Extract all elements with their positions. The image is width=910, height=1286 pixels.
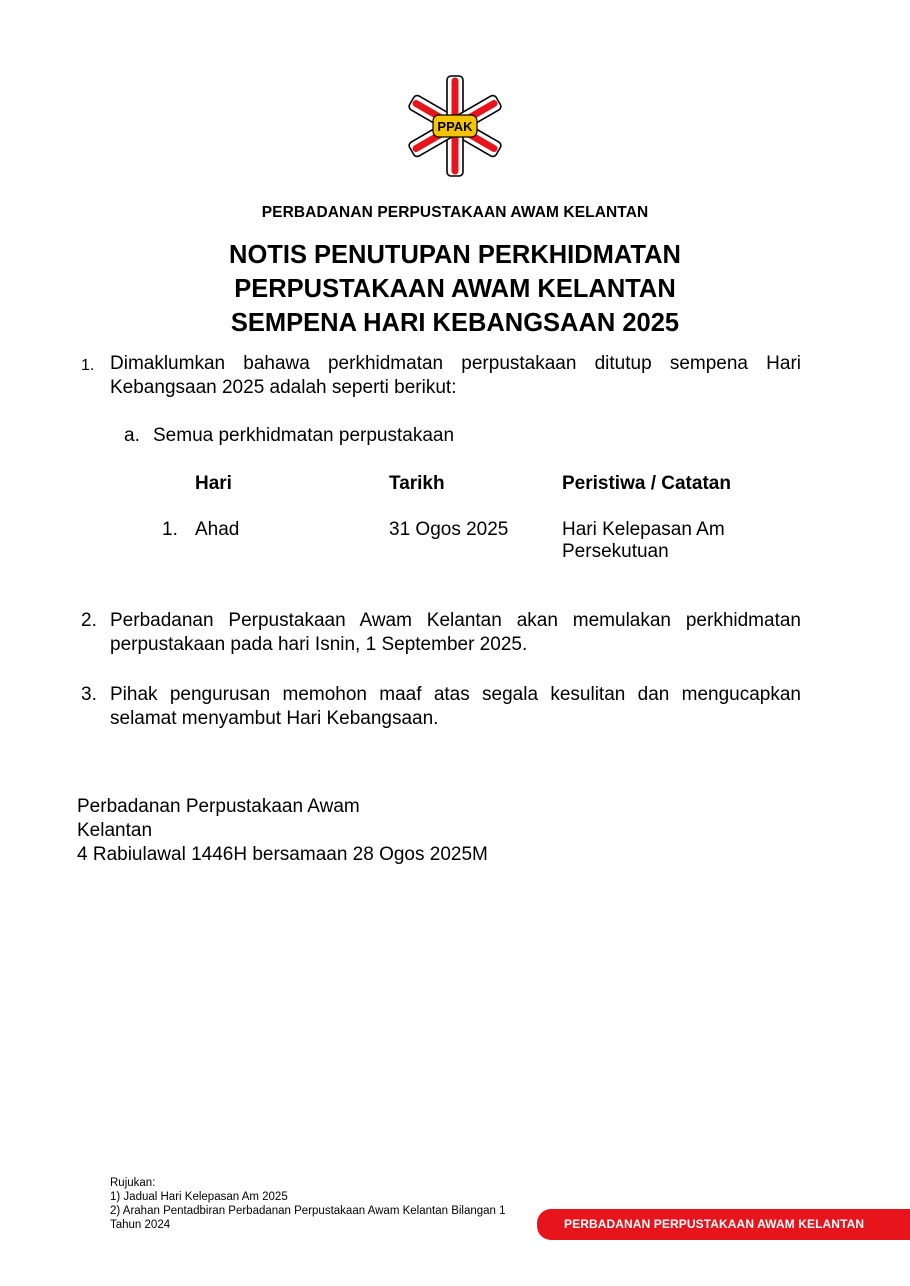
ppak-logo [392,62,518,190]
table-row-number: 1. [162,519,178,540]
table-header-event: Peristiwa / Catatan [562,473,731,494]
paragraph-number: 2. [81,610,97,631]
paragraph-1 [81,352,801,400]
logo-text: PPAK [437,119,473,134]
references [110,1176,550,1232]
paragraph-text: Perbadanan Perpustakaan Awam Kelantan akan memulakan perkhidmatan perpustakaan pada hari Isnin, 1 September 2025. [110,610,801,655]
sub-item-a [124,425,454,447]
sub-item-label: a. [124,425,140,446]
paragraph-number: 3. [81,684,97,705]
reference-item-2-cont: Tahun 2024 [110,1219,171,1231]
paragraph-text: Pihak pengurusan memohon maaf atas segala kesulitan dan mengucapkan selamat menyambut Hari Kebangsaan. [110,684,801,729]
signature-block [77,795,488,867]
title-line-1: NOTIS PENUTUPAN PERKHIDMATAN [229,241,681,269]
notice-title [0,238,910,340]
event-line-2: Persekutuan [562,541,669,562]
paragraph-3 [81,683,801,731]
signature-line-2: Kelantan [77,820,153,841]
footer-banner [537,1209,910,1240]
paragraph-text: Dimaklumkan bahawa perkhidmatan perpustakaan ditutup sempena Hari Kebangsaan 2025 adalah seperti berikut: [110,353,801,398]
organization-name: PERBADANAN PERPUSTAKAAN AWAM KELANTAN [261,204,649,221]
sub-item-text: Semua perkhidmatan perpustakaan [153,425,455,446]
title-line-3: SEMPENA HARI KEBANGSAAN 2025 [230,309,680,337]
signature-date: 4 Rabiulawal 1446H bersamaan 28 Ogos 2025M [77,844,488,865]
paragraph-2 [81,609,801,657]
reference-item-1: 1) Jadual Hari Kelepasan Am 2025 [110,1191,288,1203]
table-header-date: Tarikh [389,473,445,494]
signature-line-1: Perbadanan Perpustakaan Awam [77,796,360,817]
paragraph-number: 1. [81,357,95,374]
event-line-1: Hari Kelepasan Am [562,519,725,540]
references-heading: Rujukan: [110,1177,156,1189]
title-line-2: PERPUSTAKAAN AWAM KELANTAN [234,275,676,303]
table-cell-event [562,519,725,563]
reference-item-2: 2) Arahan Pentadbiran Perbadanan Perpustakaan Awam Kelantan Bilangan 1 [110,1205,506,1217]
table-cell-day: Ahad [195,519,240,540]
footer-banner-text: PERBADANAN PERPUSTAKAAN AWAM KELANTAN [564,1217,865,1231]
table-cell-date: 31 Ogos 2025 [389,519,509,540]
table-header-day: Hari [195,473,232,494]
